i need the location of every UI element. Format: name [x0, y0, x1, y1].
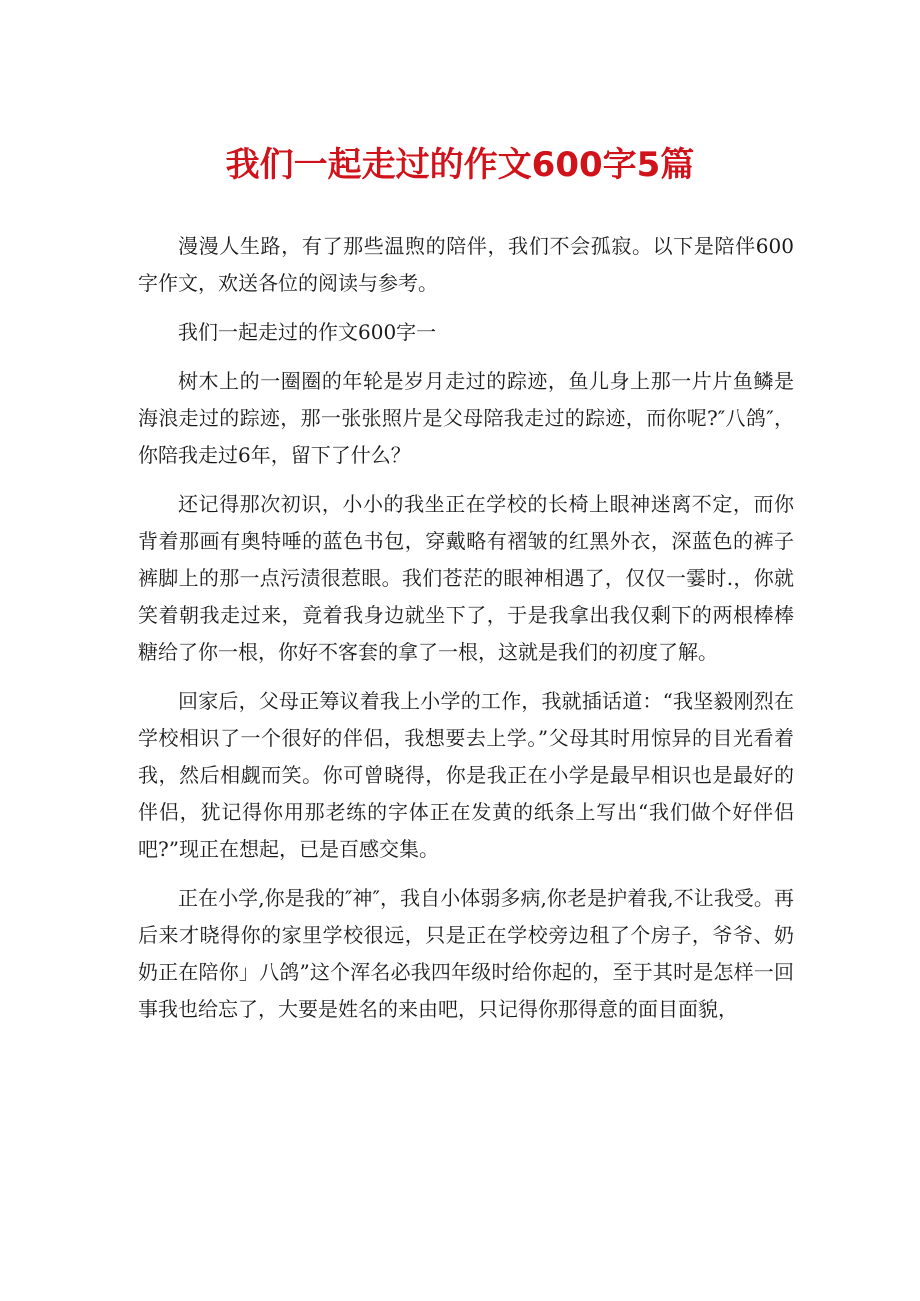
body-paragraph: 正在小学,你是我的″神″，我自小体弱多病,你老是护着我,不让我受。再后来才晓得你的家里学校很远，只是正在学校旁边租了个房子，爷爷、奶奶正在陪你」八鸽”这个浑名必我四年级时给你起的，至于其时是怎样一回事我也给忘了，大要是姓名的来由吧，只记得你那得意的面目面貌， — [138, 886, 794, 1021]
intro-paragraph: 漫漫人生路，有了那些温煦的陪伴，我们不会孤寂。以下是陪伴600字作文，欢送各位的阅读与参考。 — [138, 234, 794, 295]
document-title: 我们一起走过的作文600字5篇 — [225, 145, 695, 185]
body-paragraph: 还记得那次初识，小小的我坐正在学校的长椅上眼神迷离不定，而你背着那画有奥特唾的蓝色书包，穿戴略有褶皱的红黑外衣，深蓝色的裤子裤脚上的那一点污渍很惹眼。我们苍茫的眼神相遇了，仅仅一霎时.，你就笑着朝我走过来，竟着我身边就坐下了，于是我拿出我仅剩下的两根棒棒糖给了你一根，你好不客套的拿了一根，这就是我们的初度了解。 — [138, 492, 794, 664]
section-heading: 我们一起走过的作文600字一 — [178, 320, 437, 344]
document-body — [138, 228, 794, 1040]
body-paragraph: 回家后，父母正筹议着我上小学的工作，我就插话道：“我坚毅刚烈在学校相识了一个很好的伴侣，我想要去上学。”父母其时用惊异的目光看着我，然后相觑而笑。你可曾晓得，你是我正在小学是最早相识也是最好的伴侣，犹记得你用那老练的字体正在发黄的纸条上写出“我们做个好伴侣吧?”现正在想起，已是百感交集。 — [138, 689, 794, 861]
body-paragraph: 树木上的一圈圈的年轮是岁月走过的踪迹，鱼儿身上那一片片鱼鳞是海浪走过的踪迹，那一张张照片是父母陪我走过的踪迹，而你呢?″八鸽″，你陪我走过6年，留下了什么？ — [138, 369, 794, 467]
